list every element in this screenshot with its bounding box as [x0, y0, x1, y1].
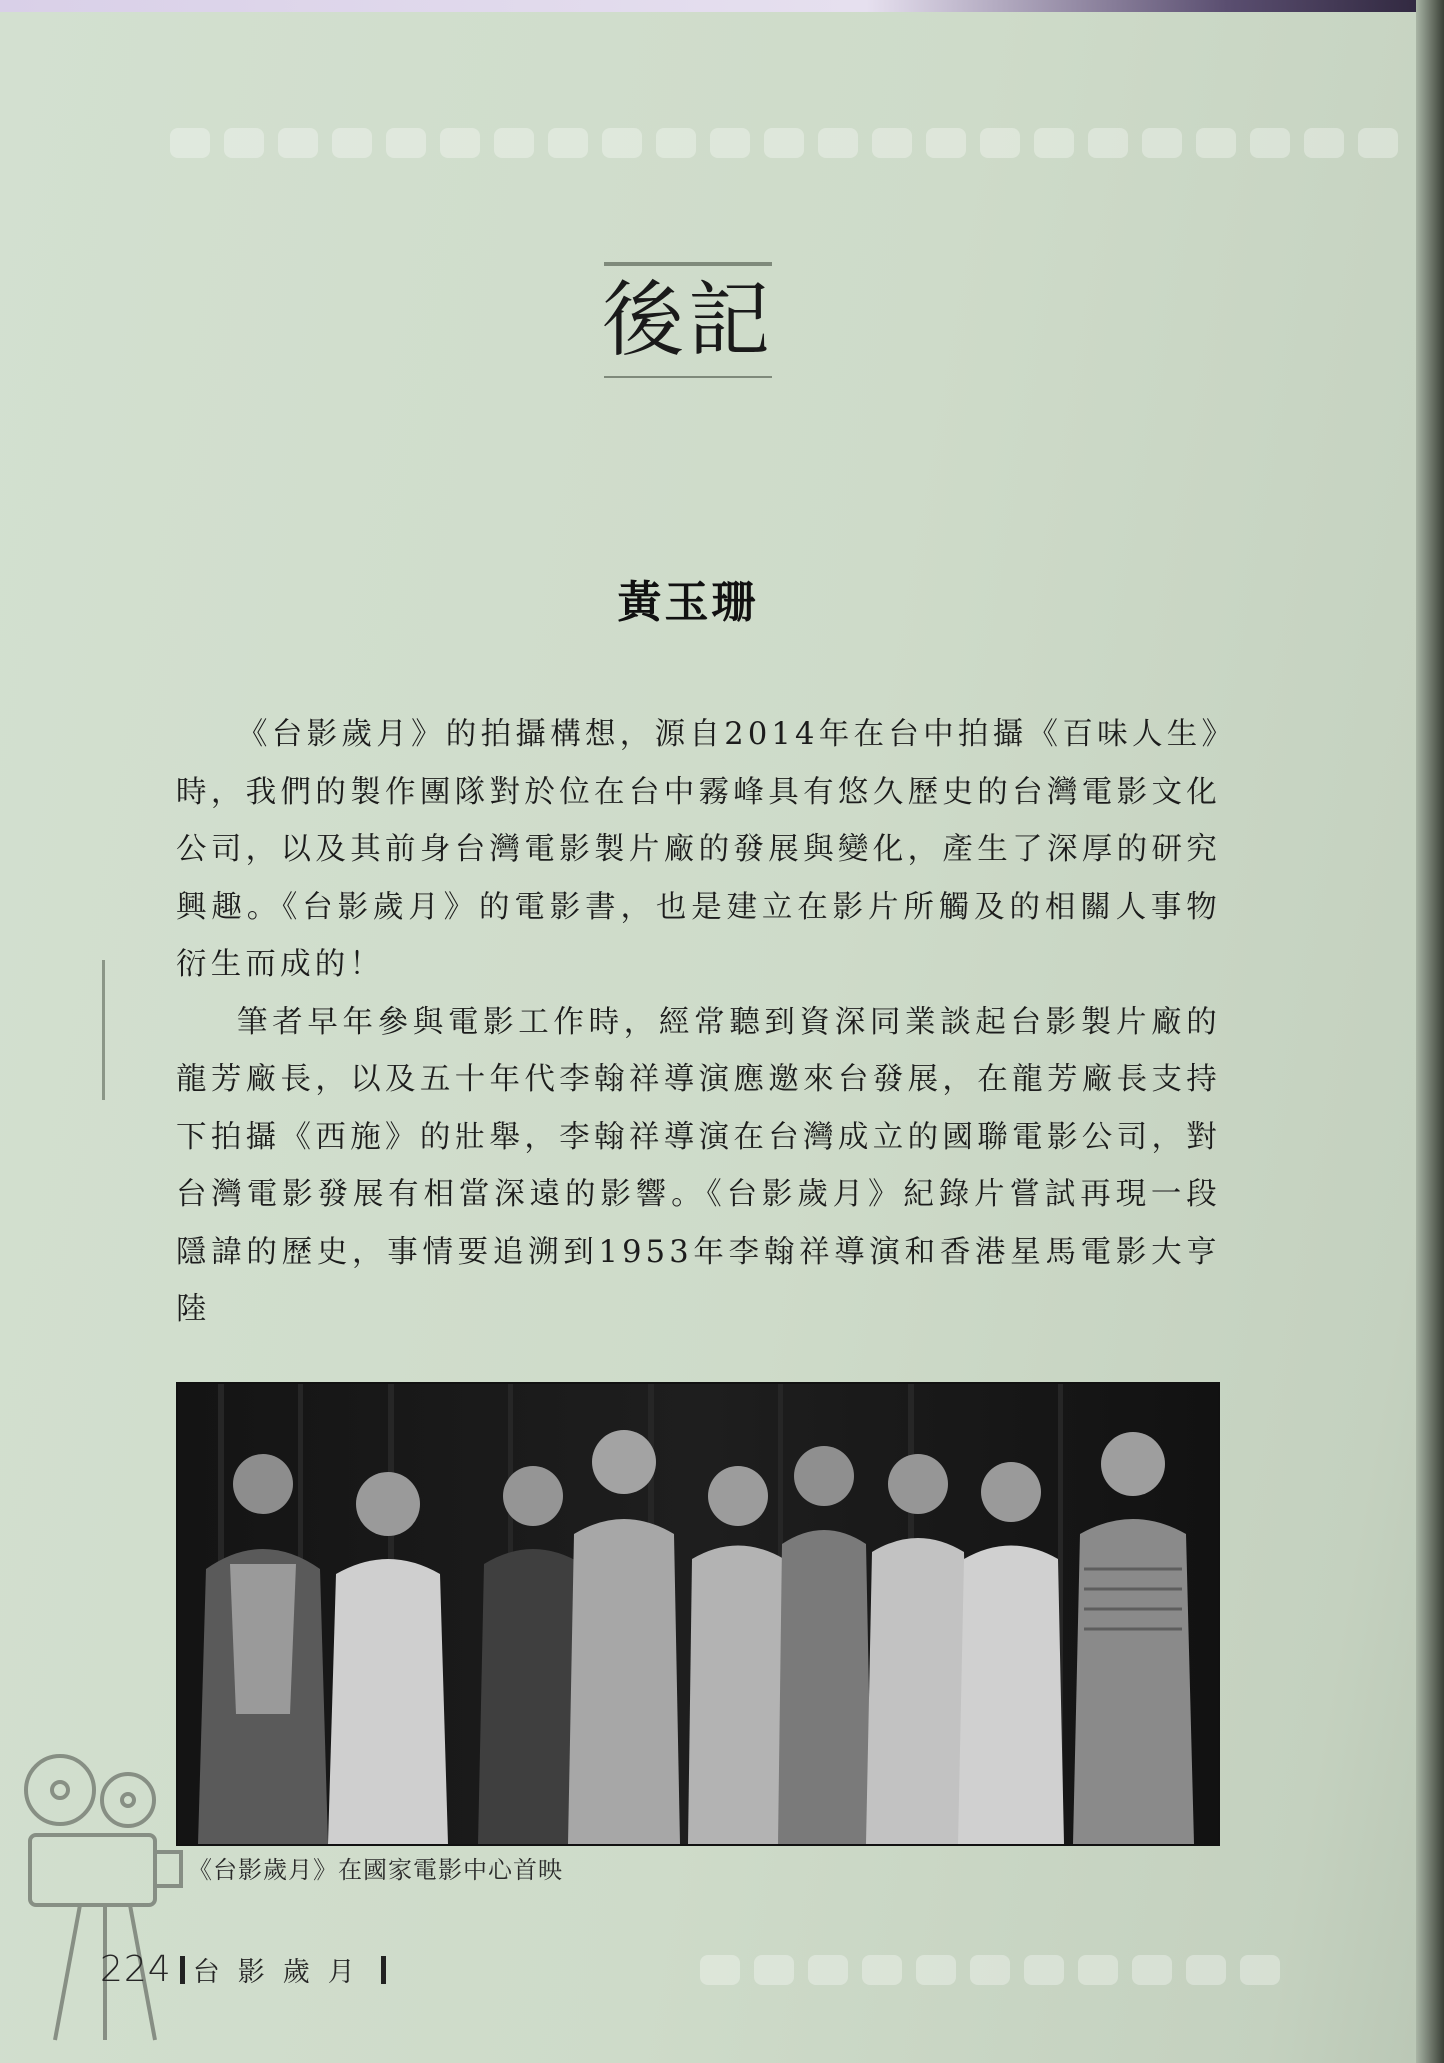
author-name: 黃玉珊 — [617, 577, 759, 628]
photo-caption: 《台影歲月》在國家電影中心首映 — [188, 1856, 563, 1884]
paragraph: 筆者早年參與電影工作時，經常聽到資深同業談起台影製片廠的龍芳廠長，以及五十年代李翰祥導演應邀來台發展，在龍芳廠長支持下拍攝《西施》的壯舉，李翰祥導演在台灣成立的國聯電影公司，對台灣電影發展有相當深遠的影響。《台影歲月》紀錄片嘗試再現一段隱諱的歷史，事情要追溯到1953年李翰祥導演和香港星馬電影大亨陸 — [176, 1004, 1221, 1327]
margin-mark — [102, 960, 105, 1100]
chapter-title: 後記 — [601, 273, 774, 368]
page-top-edge — [0, 0, 1444, 12]
film-projector-icon — [10, 1740, 190, 2060]
footer-divider — [180, 1956, 185, 1984]
chapter-heading — [600, 262, 776, 378]
footer-divider — [381, 1956, 386, 1984]
film-sprocket-strip-bottom — [700, 1955, 1280, 1985]
running-title: 台影歲月 — [192, 1957, 373, 1988]
page-number: 224 — [100, 1949, 172, 1990]
paragraph: 《台影歲月》的拍攝構想，源自2014年在台中拍攝《百味人生》時，我們的製作團隊對於位在台中霧峰具有悠久歷史的台灣電影文化公司，以及其前身台灣電影製片廠的發展與變化，產生了深厚的研究興趣。《台影歲月》的電影書，也是建立在影片所觸及的相關人事物衍生而成的！ — [176, 717, 1221, 982]
film-sprocket-strip-top — [170, 128, 1398, 158]
page-footer — [100, 1949, 394, 1990]
group-photo — [176, 1382, 1220, 1846]
heading-rule-bottom — [604, 376, 772, 378]
group-photo-image — [178, 1384, 1218, 1844]
body-text — [176, 706, 1221, 1339]
page-binding-shadow — [1416, 0, 1444, 2063]
